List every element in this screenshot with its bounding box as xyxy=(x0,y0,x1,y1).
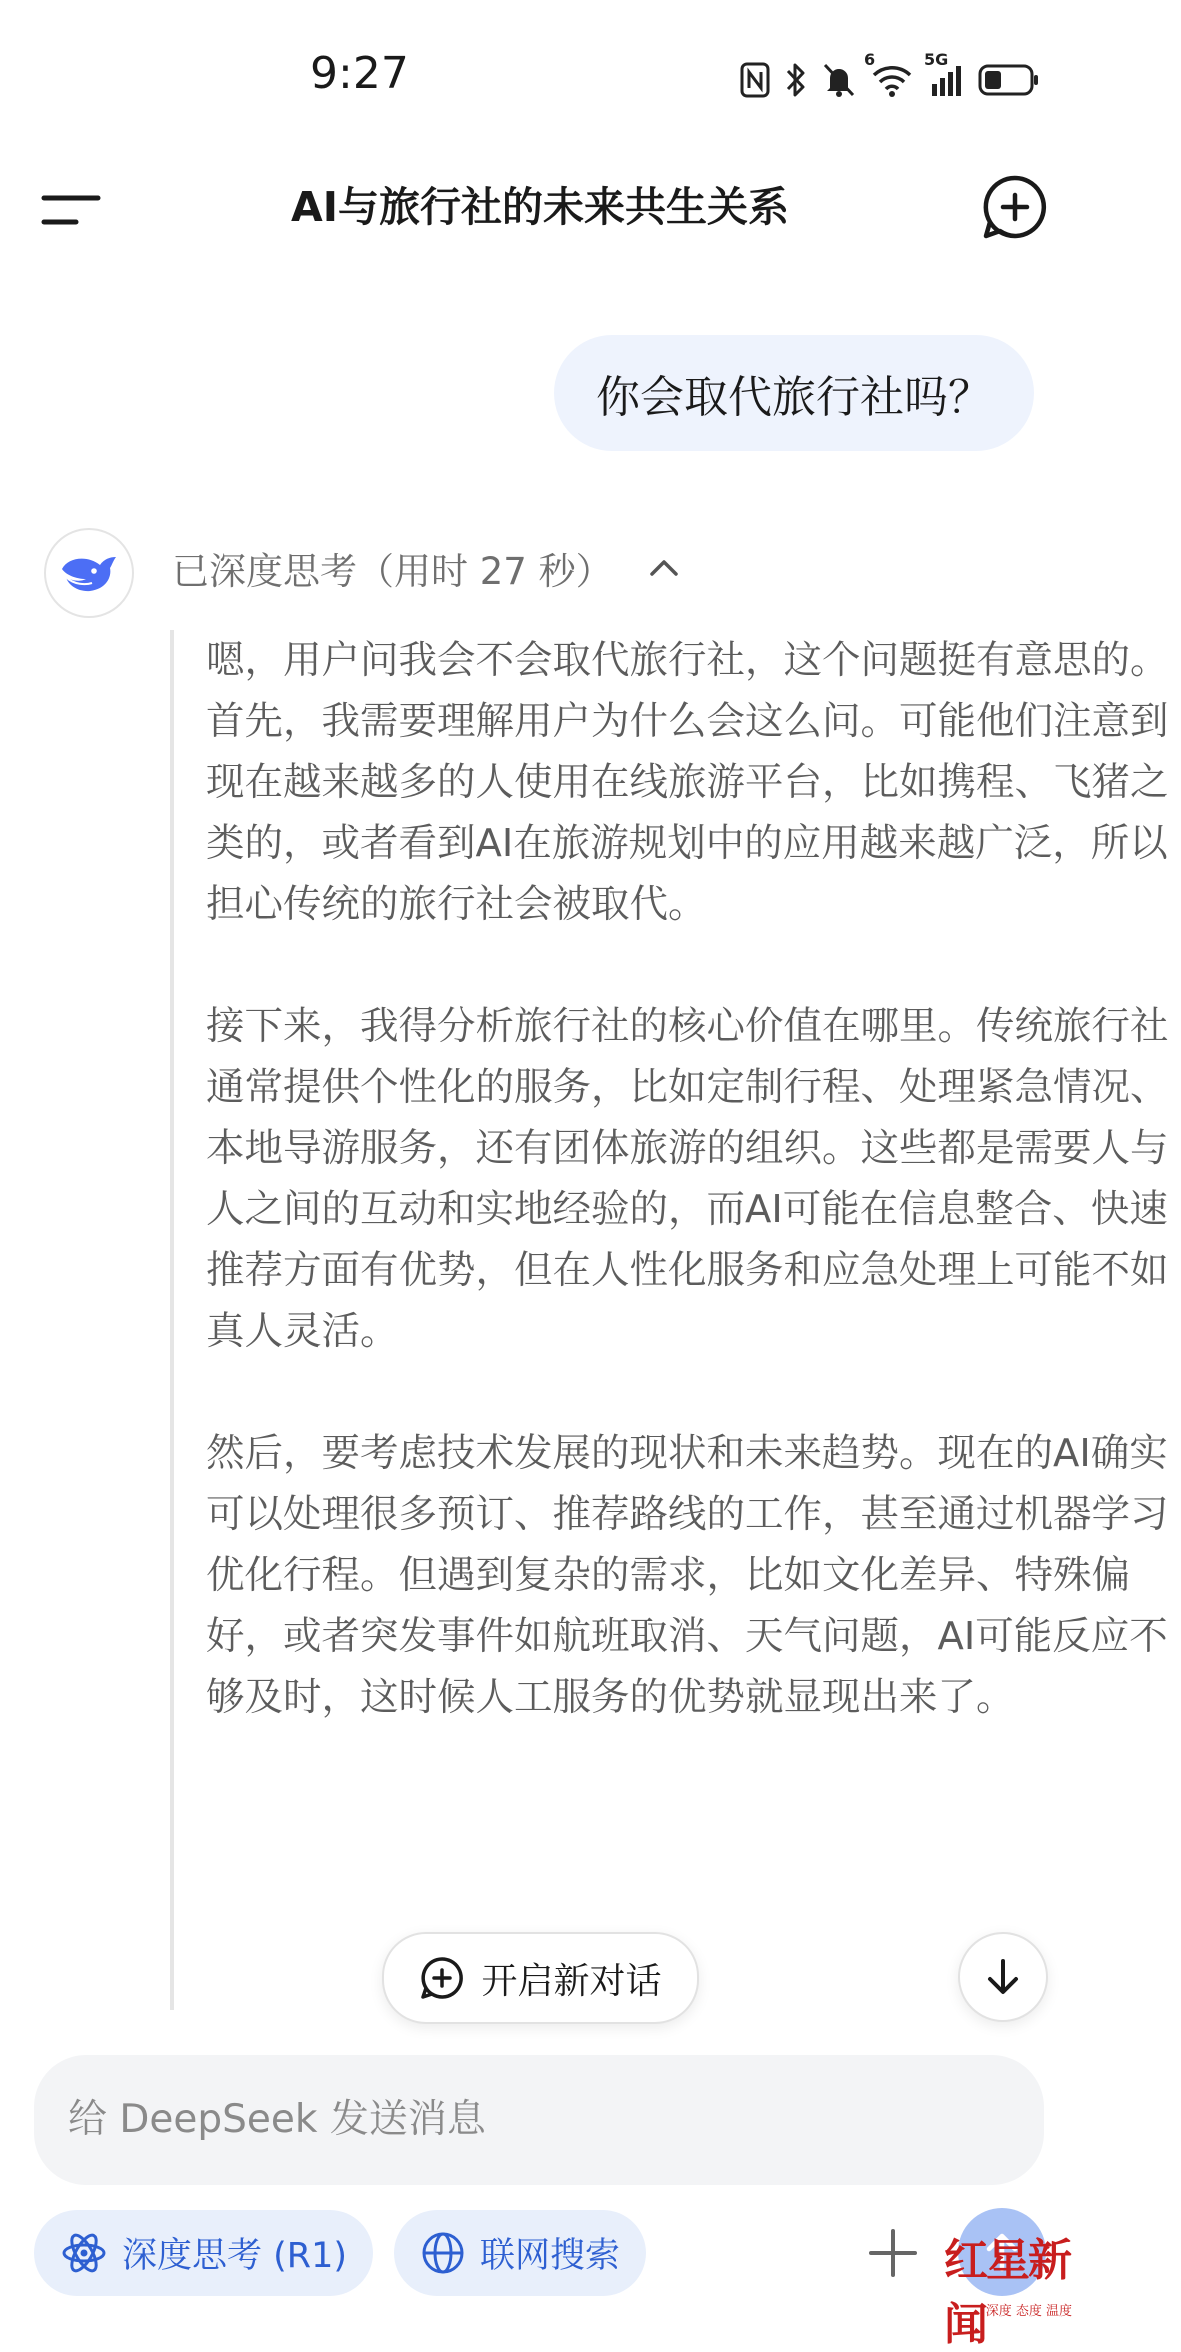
new-chat-button[interactable] xyxy=(980,172,1050,242)
thinking-paragraph-3: 然后，要考虑技术发展的现状和未来趋势。现在的AI确实可以处理很多预订、推荐路线的工作，甚至通过机器学习优化行程。但遇到复杂的需求，比如文化差异、特殊偏好，或者突发事件如航班取消、天气问题，AI可能反应不够及时，这时候人工服务的优势就显现出来了。 xyxy=(206,1431,1169,1720)
bottom-toolbar xyxy=(0,2210,1080,2300)
wifi-badge: 6 xyxy=(864,50,876,69)
watermark-slogan: 深度 态度 温度 xyxy=(985,2304,1072,2319)
thinking-content xyxy=(170,630,1169,2010)
composer xyxy=(34,2055,1044,2185)
watermark-logo: 红星新闻 xyxy=(944,2235,1070,2350)
plus-icon xyxy=(865,2225,921,2281)
user-message-bubble[interactable] xyxy=(554,335,1034,451)
web-search-button[interactable] xyxy=(394,2210,646,2296)
wifi-icon xyxy=(864,50,914,98)
deepseek-whale-icon xyxy=(58,549,120,597)
status-icons xyxy=(740,50,1040,105)
new-dialog-icon xyxy=(419,1955,465,2001)
watermark xyxy=(944,2224,1072,2350)
page-title: AI与旅行社的未来共生关系 xyxy=(291,183,789,231)
user-message-text: 你会取代旅行社吗？ xyxy=(596,372,992,423)
deep-think-button[interactable] xyxy=(34,2210,373,2296)
header xyxy=(0,150,1080,260)
attach-button[interactable] xyxy=(860,2220,926,2286)
assistant-avatar xyxy=(44,528,134,618)
new-dialog-button[interactable] xyxy=(382,1932,699,2024)
thinking-label: 已深度思考（用时 27 秒） xyxy=(172,550,613,593)
network-type: 5G xyxy=(924,50,949,69)
globe-icon xyxy=(420,2230,466,2276)
thinking-toggle[interactable] xyxy=(172,538,681,598)
thinking-paragraph-1: 嗯，用户问我会不会取代旅行社，这个问题挺有意思的。首先，我需要理解用户为什么会这么问。可能他们注意到现在越来越多的人使用在线旅游平台，比如携程、飞猪之类的，或者看到AI在旅游规划中的应用越来越广泛，所以担心传统的旅行社会被取代。 xyxy=(206,638,1169,927)
scroll-down-button[interactable] xyxy=(958,1932,1048,2022)
mute-icon xyxy=(822,62,856,98)
signal-icon xyxy=(924,50,964,98)
chevron-up-icon xyxy=(647,557,681,579)
message-input[interactable] xyxy=(66,2083,970,2155)
thinking-paragraph-2: 接下来，我得分析旅行社的核心价值在哪里。传统旅行社通常提供个性化的服务，比如定制行程、处理紧急情况、本地导游服务，还有团体旅游的组织。这些都是需要人与人之间的互动和实地经验的，而AI可能在信息整合、快速推荐方面有优势，但在人性化服务和应急处理上可能不如真人灵活。 xyxy=(206,1004,1169,1354)
status-time: 9:27 xyxy=(310,48,409,99)
deep-think-label: 深度思考 (R1) xyxy=(122,2236,348,2276)
thinking-divider xyxy=(170,630,174,2010)
atom-icon xyxy=(60,2229,108,2277)
arrow-down-icon xyxy=(981,1955,1025,1999)
status-bar xyxy=(0,0,1080,150)
bluetooth-icon xyxy=(784,61,808,99)
web-search-label: 联网搜索 xyxy=(480,2236,621,2276)
battery-icon xyxy=(978,63,1040,97)
new-dialog-label: 开启新对话 xyxy=(481,1960,662,2002)
thinking-text xyxy=(206,630,1181,1789)
nfc-icon xyxy=(740,62,770,98)
plus-circle-icon xyxy=(980,172,1050,242)
